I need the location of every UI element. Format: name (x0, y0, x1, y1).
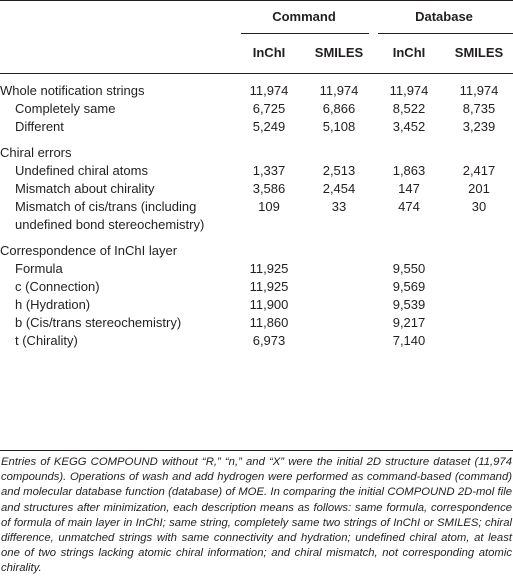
table-cell: 2,417 (462, 163, 496, 178)
table-cell: 6,725 (252, 101, 286, 116)
table-cell: 11,974 (249, 83, 289, 98)
header-sub-row (0, 33, 513, 74)
table-cell: 2,454 (322, 181, 356, 196)
table-cell: 3,452 (392, 119, 426, 134)
table-cell (304, 260, 374, 278)
header-command: Command (272, 9, 336, 24)
table-cell: 7,140 (392, 333, 426, 348)
table-cell: 5,108 (322, 119, 356, 134)
table-cell: 11,925 (249, 261, 289, 276)
table-cell: 30 (471, 199, 487, 214)
row-label: b (Cis/trans stereochemistry) (15, 315, 182, 330)
table-cell: 1,337 (252, 163, 286, 178)
table-cell: 11,974 (319, 83, 359, 98)
row-label: c (Connection) (15, 279, 100, 294)
header-smiles-database: SMILES (454, 45, 504, 60)
table-cell (304, 314, 374, 332)
table-cell: 5,249 (252, 119, 286, 134)
table-row (0, 100, 513, 118)
table-row (0, 162, 513, 180)
table-cell: 474 (398, 199, 420, 214)
row-label: Mismatch of cis/trans (including (15, 199, 197, 214)
table-row (0, 332, 513, 350)
table-cell: 11,900 (249, 297, 289, 312)
section-title: Whole notification strings (0, 83, 145, 98)
row-label: Completely same (15, 101, 116, 116)
table-row (0, 296, 513, 314)
table-cell: 9,550 (392, 261, 426, 276)
table-cell: 11,860 (249, 315, 289, 330)
table-cell: 6,866 (322, 101, 356, 116)
section-title-row (0, 144, 513, 162)
table-row (0, 198, 513, 216)
table-cell: 6,973 (252, 333, 286, 348)
table-row (0, 260, 513, 278)
database-group-rule (378, 33, 513, 34)
header-empty-cell (0, 1, 234, 34)
table-cell (444, 332, 513, 350)
table-cell: 3,586 (252, 181, 286, 196)
table-cell (444, 278, 513, 296)
header-group-row (0, 1, 513, 34)
table-cell: 8,735 (462, 101, 496, 116)
section-title: Correspondence of InChI layer (0, 243, 178, 258)
header-smiles-command: SMILES (314, 45, 364, 60)
table-row (0, 118, 513, 136)
table-cell: 201 (468, 181, 490, 196)
table-cell (304, 278, 374, 296)
table-row (0, 314, 513, 332)
table-cell: 9,569 (392, 279, 426, 294)
table-row (0, 278, 513, 296)
table-cell: 147 (398, 181, 420, 196)
table-cell: 9,217 (392, 315, 426, 330)
table-cell (304, 296, 374, 314)
table-cell: 33 (331, 199, 347, 214)
table-bottom-rule (0, 450, 513, 451)
table-cell: 8,522 (392, 101, 426, 116)
header-inchi-database: InChI (392, 45, 426, 60)
command-group-rule (241, 33, 369, 34)
row-label: Undefined chiral atoms (15, 163, 148, 178)
row-label-continuation: undefined bond stereochemistry) (15, 217, 205, 232)
table-cell: 11,974 (459, 83, 499, 98)
row-label: h (Hydration) (15, 297, 91, 312)
table-footnote: Entries of KEGG COMPOUND without “R,” “n,” and “X” were the initial 2D structure dataset (11,974 compounds). Operations of wash and add hydrogen were performed as command-based (command) and molecular database function (database) of MOE. In comparing the initial COMPOUND 2D-mol file and structures after minimization, each description means as follows: same formula, correspondence of formula of main layer in InChI; same string, completely same two strings of InChI or SMILES; chiral difference, unmatched strings with same connectivity and hydration; undefined chiral atom, at least one of two strings lacking atomic chiral information; and chiral mismatch, not corresponding atomic chirality. (1, 456, 512, 575)
table-cell: 3,239 (462, 119, 496, 134)
table-cell: 1,863 (392, 163, 426, 178)
section-title: Chiral errors (0, 145, 72, 160)
table-row (0, 180, 513, 198)
section-title-row (0, 82, 513, 100)
table-cell (304, 332, 374, 350)
header-database: Database (415, 9, 473, 24)
row-label: t (Chirality) (15, 333, 78, 348)
table-cell: 9,539 (392, 297, 426, 312)
row-label: Mismatch about chirality (15, 181, 155, 196)
table-cell: 11,974 (389, 83, 429, 98)
header-empty-cell (0, 33, 234, 74)
table-cell: 109 (258, 199, 280, 214)
row-label: Different (15, 119, 64, 134)
table-cell (444, 296, 513, 314)
table-cell (444, 314, 513, 332)
table-cell: 11,925 (249, 279, 289, 294)
header-inchi-command: InChI (252, 45, 286, 60)
row-label: Formula (15, 261, 63, 276)
table-cell: 2,513 (322, 163, 356, 178)
table-cell (444, 260, 513, 278)
table-row-continuation (0, 216, 513, 234)
section-title-row (0, 242, 513, 260)
